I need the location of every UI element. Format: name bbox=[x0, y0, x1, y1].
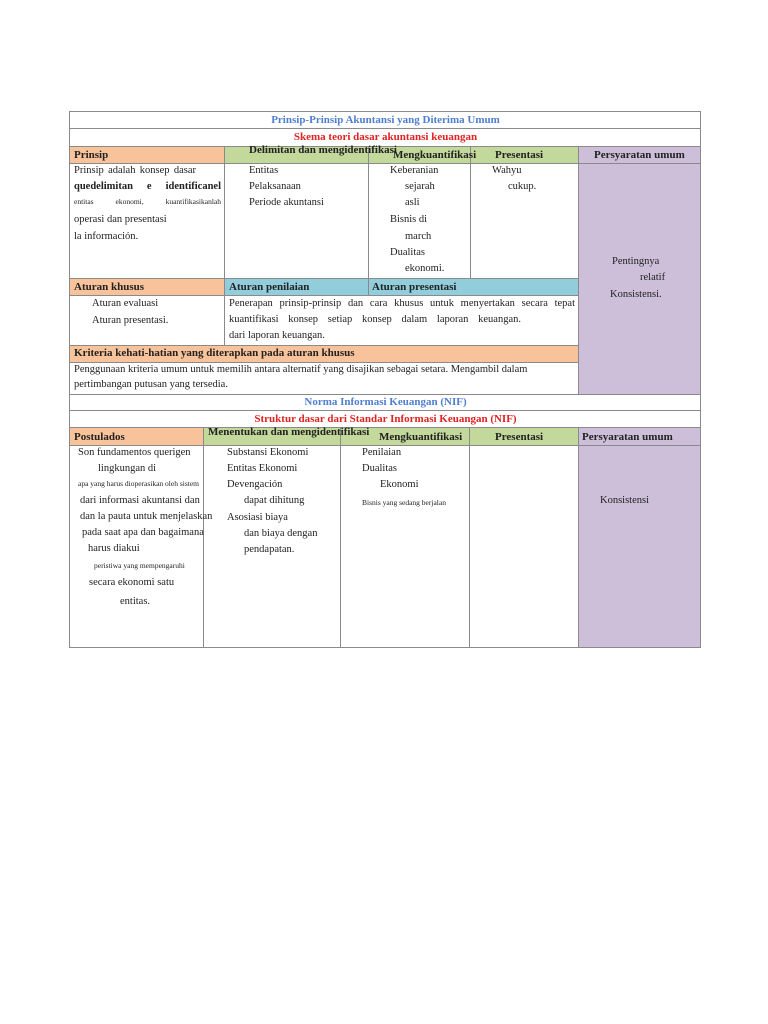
postulados-text-line: apa yang harus dioperasikan oleh sistem bbox=[78, 479, 200, 488]
col-line bbox=[578, 146, 579, 394]
menentukan-item: pendapatan. bbox=[244, 544, 295, 555]
prinsip-text-line: quedelimitan e identificanel bbox=[74, 181, 221, 192]
persyaratan-item: Pentingnya bbox=[612, 256, 660, 267]
mengkuantifikasi-item: Bisnis di bbox=[390, 214, 428, 225]
mengkuantifikasi2-item: Dualitas bbox=[362, 463, 397, 474]
mengkuantifikasi-item: ekonomi. bbox=[405, 263, 445, 274]
aturan-khusus-header: Aturan khusus bbox=[74, 281, 145, 293]
kriteria-text-line: Penggunaan kriteria umum untuk memilih antara alternatif yang disajikan sebagai setara. Mengambil dalam bbox=[74, 364, 528, 375]
aturan-text-line: dari laporan keuangan. bbox=[229, 330, 325, 341]
table-border-right bbox=[700, 111, 701, 648]
row-line bbox=[69, 278, 578, 279]
menentukan-item: Substansi Ekonomi bbox=[227, 447, 309, 458]
col-line bbox=[340, 427, 341, 648]
mengkuantifikasi-item: Dualitas bbox=[390, 247, 425, 258]
row-line bbox=[69, 427, 701, 428]
aturan-text-line: kuantifikasi konsep setiap konsep dalam laporan keuangan. bbox=[229, 314, 521, 325]
table2-title: Norma Informasi Keuangan (NIF) bbox=[304, 396, 467, 408]
aturan-presentasi-header: Aturan presentasi bbox=[372, 281, 457, 293]
mengkuantifikasi-header: Mengkuantifikasi bbox=[393, 149, 477, 161]
prinsip-text-line: operasi dan presentasi bbox=[74, 214, 167, 225]
mengkuantifikasi-item: sejarah bbox=[405, 181, 435, 192]
table-border-bottom bbox=[69, 647, 701, 648]
menentukan-item: dapat dihitung bbox=[244, 495, 305, 506]
persyaratan-header: Persyaratan umum bbox=[594, 149, 685, 161]
delimitan-item: Pelaksanaan bbox=[249, 181, 301, 192]
kriteria-text-line: pertimbangan putusan yang tersedia. bbox=[74, 379, 228, 390]
mengkuantifikasi2-header: Mengkuantifikasi bbox=[379, 431, 463, 443]
table1-subtitle: Skema teori dasar akuntansi keuangan bbox=[293, 131, 478, 143]
postulados-text-line: Son fundamentos querigen bbox=[78, 447, 191, 458]
aturan-text-line: Penerapan prinsip-prinsip dan cara khusus untuk menyertakan secara tepat bbox=[229, 298, 575, 309]
prinsip-text-line: entitas ekonomi, kuantifikasikanlah bbox=[74, 197, 221, 206]
postulados-text-line: dari informasi akuntansi dan bbox=[80, 495, 200, 506]
delimitan-item: Periode akuntansi bbox=[249, 197, 324, 208]
presentasi-header: Presentasi bbox=[495, 149, 544, 161]
postulados-text-line: pada saat apa dan bagaimana bbox=[82, 527, 204, 538]
table2-subtitle: Struktur dasar dari Standar Informasi Keuangan (NIF) bbox=[254, 413, 517, 425]
mengkuantifikasi-item: march bbox=[405, 231, 432, 242]
postulados-text-line: secara ekonomi satu bbox=[89, 577, 175, 588]
col-line bbox=[470, 146, 471, 278]
col-line bbox=[469, 427, 470, 648]
col-line bbox=[578, 427, 579, 648]
aturan-khusus-item: Aturan presentasi. bbox=[92, 315, 169, 326]
mengkuantifikasi2-item: Bisnis yang sedang berjalan bbox=[362, 498, 446, 507]
presentasi-item: Wahyu bbox=[492, 165, 522, 176]
table-border-left bbox=[69, 111, 70, 648]
persyaratan-item: relatif bbox=[640, 272, 666, 283]
menentukan-item: Entitas Ekonomi bbox=[227, 463, 298, 474]
persyaratan2-body-cell bbox=[578, 445, 701, 648]
persyaratan2-header: Persyaratan umum bbox=[582, 431, 673, 443]
table1-title: Prinsip-Prinsip Akuntansi yang Diterima Umum bbox=[271, 114, 500, 126]
prinsip-text-line: Prinsip adalah konsep dasar bbox=[74, 165, 196, 176]
col-line bbox=[368, 146, 369, 295]
postulados-text-line: peristiwa yang mempengaruhi bbox=[94, 561, 185, 570]
mengkuantifikasi-item: Keberanian bbox=[390, 165, 439, 176]
menentukan-item: Asosiasi biaya bbox=[227, 512, 288, 523]
presentasi-item: cukup. bbox=[508, 181, 537, 192]
menentukan-item: dan biaya dengan bbox=[244, 528, 318, 539]
prinsip-header: Prinsip bbox=[74, 149, 109, 161]
aturan-penilaian-header: Aturan penilaian bbox=[229, 281, 310, 293]
kriteria-header: Kriteria kehati-hatian yang diterapkan pada aturan khusus bbox=[74, 347, 355, 359]
postulados-header: Postulados bbox=[74, 431, 125, 443]
postulados-text-line: harus diakui bbox=[88, 543, 140, 554]
prinsip-text-line: la información. bbox=[74, 231, 139, 242]
menentukan-item: Devengación bbox=[227, 479, 283, 490]
mengkuantifikasi2-item: Penilaian bbox=[362, 447, 402, 458]
mengkuantifikasi2-item: Ekonomi bbox=[380, 479, 419, 490]
persyaratan-item: Konsistensi. bbox=[610, 289, 662, 300]
postulados-text-line: entitas. bbox=[120, 596, 151, 607]
col-line bbox=[224, 146, 225, 345]
postulados-text-line: lingkungan di bbox=[98, 463, 157, 474]
aturan-khusus-item: Aturan evaluasi bbox=[92, 298, 159, 309]
postulados-text-line: dan la pauta untuk menjelaskan bbox=[80, 511, 213, 522]
menentukan-header: Menentukan dan mengidentifikasi bbox=[208, 426, 370, 438]
presentasi2-header: Presentasi bbox=[495, 431, 544, 443]
mengkuantifikasi-item: asli bbox=[405, 197, 420, 208]
delimitan-item: Entitas bbox=[249, 165, 279, 176]
delimitan-header: Delimitan dan mengidentifikasi bbox=[249, 144, 397, 156]
persyaratan2-item: Konsistensi bbox=[600, 495, 650, 506]
